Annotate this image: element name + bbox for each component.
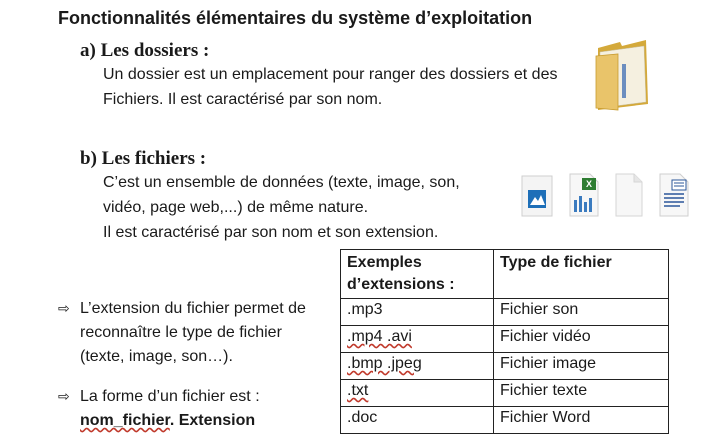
section-heading-dossiers: a) Les dossiers : <box>80 40 210 61</box>
header-type: Type de fichier <box>494 250 669 299</box>
type-cell: Fichier texte <box>494 380 669 407</box>
extension-note <box>58 296 306 369</box>
header-exemples: Exemples d’extensions : <box>341 250 494 299</box>
forme-note-line-1: ⇨ La forme d’un fichier est : <box>58 384 260 409</box>
type-cell: Fichier son <box>494 299 669 326</box>
excel-file-icon <box>566 172 602 223</box>
image-file-icon <box>520 174 554 223</box>
table-row <box>341 407 669 434</box>
extension-cell: .mp3 <box>341 299 494 326</box>
forme-note-line-2 <box>58 409 260 433</box>
blank-file-icon <box>612 172 646 223</box>
table-row <box>341 353 669 380</box>
fichiers-line-2: vidéo, page web,...) de même nature. <box>103 199 369 216</box>
extension-cell: .mp4 .avi <box>341 326 494 353</box>
table-row <box>341 326 669 353</box>
extension-cell: .doc <box>341 407 494 434</box>
dossiers-description <box>103 62 557 112</box>
section-heading-fichiers: b) Les fichiers : <box>80 148 207 169</box>
filename-part: nom_fichier <box>80 412 170 429</box>
arrow-right-icon: ⇨ <box>58 300 70 316</box>
extension-note-line-1: ⇨ L’extension du fichier permet de <box>58 296 306 321</box>
svg-text:X: X <box>585 179 593 189</box>
table-row <box>341 380 669 407</box>
table-row <box>341 299 669 326</box>
type-cell: Fichier vidéo <box>494 326 669 353</box>
fichiers-line-1: C’est un ensemble de données (texte, image, son, <box>103 174 460 191</box>
type-cell: Fichier Word <box>494 407 669 434</box>
arrow-right-icon: ⇨ <box>58 388 70 404</box>
fichiers-description <box>103 170 460 245</box>
extensions-table <box>340 249 669 434</box>
table-header-row <box>341 250 669 299</box>
extension-cell: .txt <box>341 380 494 407</box>
dossiers-line-2: Fichiers. Il est caractérisé par son nom. <box>103 91 383 108</box>
extension-note-line-2: reconnaître le type de fichier <box>80 324 282 341</box>
extension-cell: .bmp .jpeg <box>341 353 494 380</box>
forme-note <box>58 384 260 433</box>
type-cell: Fichier image <box>494 353 669 380</box>
document-file-icon <box>656 172 692 223</box>
folder-icon <box>592 38 652 117</box>
extension-note-line-3: (texte, image, son…). <box>80 348 233 365</box>
page-title: Fonctionnalités élémentaires du système d’exploitation <box>58 8 533 28</box>
fichiers-line-3: Il est caractérisé par son nom et son extension. <box>103 224 439 241</box>
extension-part: . Extension <box>169 412 256 429</box>
dossiers-line-1: Un dossier est un emplacement pour ranger des dossiers et des <box>103 66 558 83</box>
